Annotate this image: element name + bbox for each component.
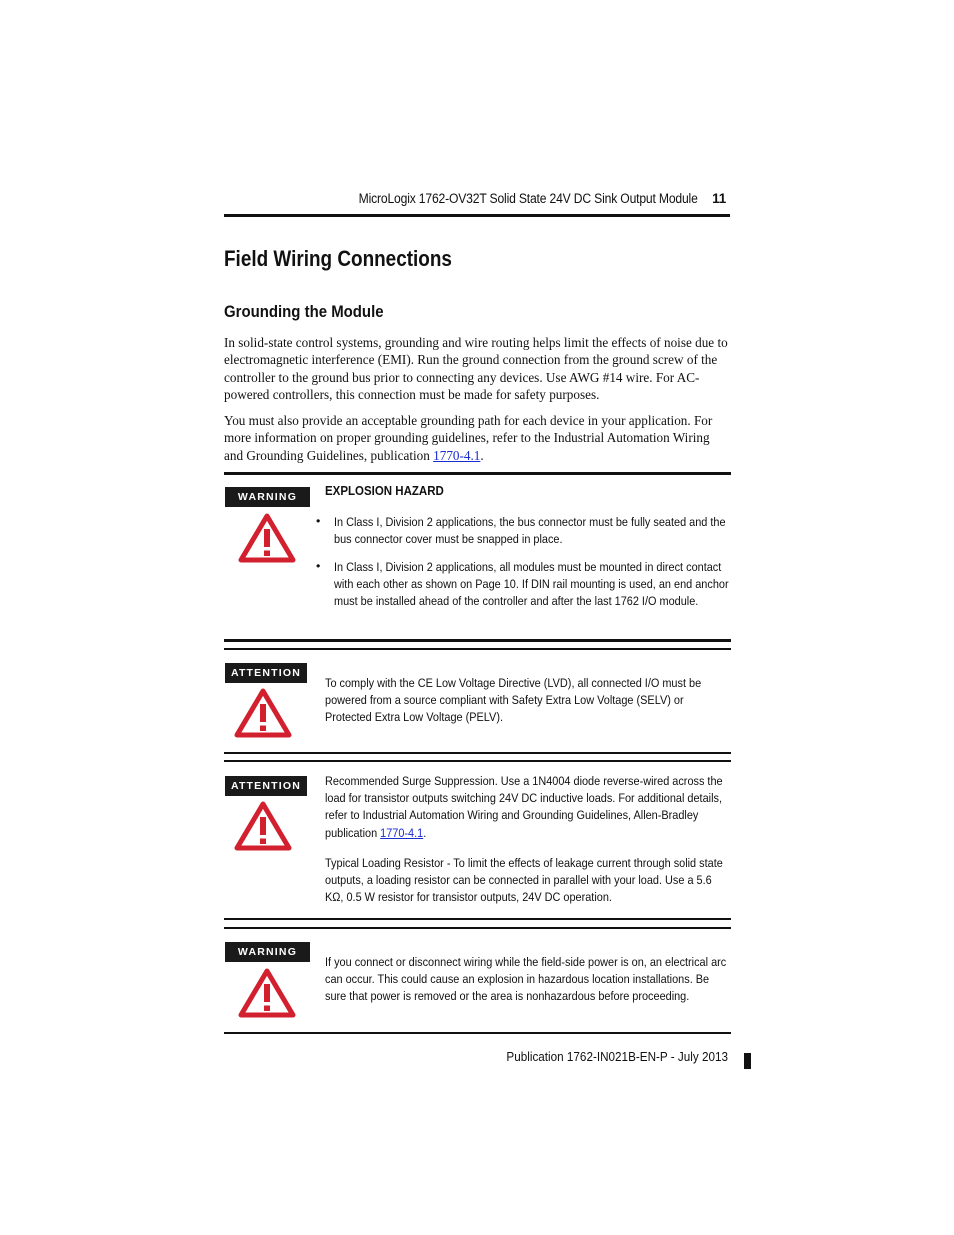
publication-link[interactable]: 1770-4.1 (433, 447, 481, 463)
notice-rule-bottom (224, 918, 731, 920)
notice-rule-bottom (224, 1032, 731, 1034)
bullet-dot: • (316, 514, 321, 528)
paragraph-text: . (480, 447, 484, 463)
paragraph-text: In solid-state control systems, grounding and wire routing helps limit the effects of noise due to electromagnetic interference (EMI). Run the ground connection from the ground screw of the controller to the ground bus prior to connecting any devices. Use AWG #14 wire. For AC-powered controllers, this connection must be made for safety purposes. (224, 335, 728, 402)
attention-text: To comply with the CE Low Voltage Directive (LVD), all connected I/O must be powered from a source compliant with Safety Extra Low Voltage (SELV) or Protected Extra Low Voltage (PELV). (325, 676, 702, 725)
attention-text-resistor (325, 855, 730, 907)
warning-triangle-icon (233, 687, 293, 739)
notice-rule-top (224, 648, 731, 650)
notice-rule-bottom (224, 752, 731, 754)
bullet-dot: • (316, 559, 321, 573)
page-number: 11 (712, 191, 726, 206)
warning-text-arc (325, 954, 730, 1006)
notice-rule-top (224, 472, 731, 475)
attention-text: . (423, 825, 427, 840)
paragraph-grounding-path (224, 412, 729, 464)
header-title: MicroLogix 1762-OV32T Solid State 24V DC Sink Output Module (359, 191, 698, 206)
warning-badge: WARNING (225, 487, 310, 507)
publication-link[interactable]: 1770-4.1 (380, 825, 424, 840)
attention-badge: ATTENTION (225, 776, 307, 796)
warning-triangle-icon (237, 967, 297, 1019)
hazard-title: EXPLOSION HAZARD (325, 484, 444, 498)
bullet-text: In Class I, Division 2 applications, the bus connector must be fully seated and the bus connector cover must be snapped in place. (334, 515, 726, 547)
attention-badge: ATTENTION (225, 663, 307, 683)
notice-rule-bottom (224, 639, 731, 642)
warning-triangle-icon (237, 512, 297, 564)
edge-marker (744, 1053, 751, 1069)
paragraph-text: You must also provide an acceptable grounding path for each device in your application. For more information on proper grounding guidelines, refer to the Industrial Automation Wiring and Grounding Guidelines, publication (224, 413, 713, 463)
attention-text-lvd (325, 675, 730, 727)
warning-bullet-2 (334, 559, 732, 611)
warning-badge: WARNING (225, 942, 310, 962)
paragraph-grounding (224, 334, 729, 403)
publication-id: Publication 1762-IN021B-EN-P - July 2013 (506, 1049, 728, 1064)
bullet-text: In Class I, Division 2 applications, all modules must be mounted in direct contact with each other as shown on Page 10. If DIN rail mounting is used, an end anchor must be installed ahead of the controller and after the last 1762 I/O module. (334, 560, 729, 609)
warning-text: If you connect or disconnect wiring while the field-side power is on, an electrical arc can occur. This could cause an explosion in hazardous location installations. Be sure that power is removed or the area is nonhazardous before proceeding. (325, 955, 727, 1004)
section-title: Grounding the Module (224, 302, 384, 321)
warning-triangle-icon (233, 800, 293, 852)
header-rule (224, 214, 730, 217)
notice-rule-top (224, 927, 731, 929)
running-header (224, 191, 730, 211)
attention-text: Recommended Surge Suppression. Use a 1N4004 diode reverse-wired across the load for transistor outputs switching 24V DC inductive loads. For additional details, refer to Industrial Automation Wiring and Grounding Guidelines, Allen-Bradley publication (325, 774, 723, 840)
attention-text: Typical Loading Resistor - To limit the effects of leakage current through solid state outputs, a loading resistor can be connected in parallel with your load. Use a 5.6 KΩ, 0.5 W resistor for transistor outputs, 24V DC operation. (325, 856, 723, 905)
footer-publication (480, 1049, 728, 1064)
attention-text-surge (325, 773, 730, 842)
notice-rule-top (224, 760, 731, 762)
warning-bullet-1 (334, 514, 732, 548)
page-title: Field Wiring Connections (224, 246, 452, 271)
